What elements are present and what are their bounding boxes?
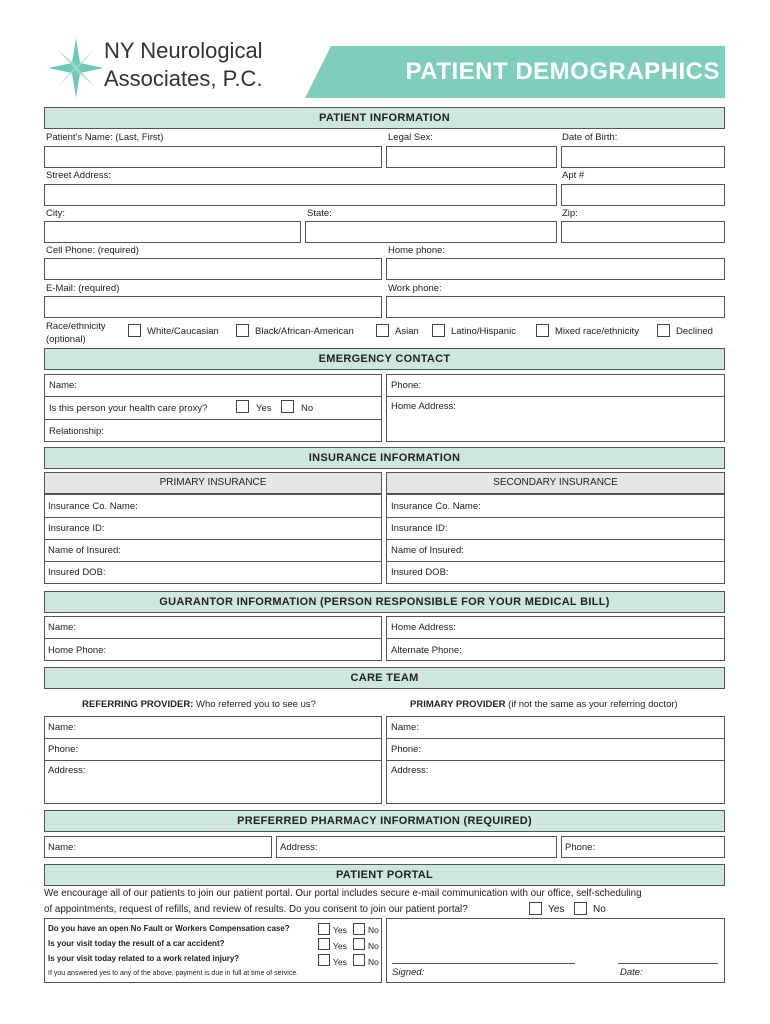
primary-provider-text: (if not the same as your referring doctor)	[505, 699, 678, 710]
primary-insured-name-label: Name of Insured:	[48, 545, 121, 556]
race-label: Race/ethnicity	[46, 321, 106, 332]
signature-box	[386, 918, 725, 983]
question-work-injury: Is your visit today related to a work related injury?	[48, 954, 240, 963]
referring-provider-heading	[82, 699, 316, 710]
pharmacy-header: PREFERRED PHARMACY INFORMATION (REQUIRED)	[44, 810, 725, 832]
secondary-id-label: Insurance ID:	[391, 523, 448, 534]
city-label: City:	[46, 208, 65, 219]
q2-no-label: No	[368, 941, 379, 951]
primary-address-label: Address:	[391, 765, 429, 776]
page-title: PATIENT DEMOGRAPHICS	[405, 58, 720, 85]
home-phone-field[interactable]	[386, 258, 725, 280]
race-optional-label: (optional)	[46, 334, 86, 345]
patient-name-label: Patient's Name: (Last, First)	[46, 132, 164, 143]
q2-yes-label: Yes	[333, 941, 347, 951]
race-black-checkbox[interactable]	[236, 324, 249, 337]
work-phone-field[interactable]	[386, 296, 725, 318]
referring-address-label: Address:	[48, 765, 86, 776]
question-car-accident: Is your visit today the result of a car accident?	[48, 939, 225, 948]
q1-yes-checkbox[interactable]	[318, 923, 330, 935]
date-line[interactable]	[618, 963, 718, 964]
street-label: Street Address:	[46, 170, 111, 181]
race-asian-checkbox[interactable]	[376, 324, 389, 337]
primary-id-label: Insurance ID:	[48, 523, 105, 534]
cell-phone-label: Cell Phone: (required)	[46, 245, 139, 256]
portal-no-checkbox[interactable]	[574, 902, 587, 915]
q1-no-checkbox[interactable]	[353, 923, 365, 935]
patient-name-field[interactable]	[44, 146, 382, 168]
referring-name-label: Name:	[48, 722, 76, 733]
emergency-header: EMERGENCY CONTACT	[44, 348, 725, 370]
race-latino-checkbox[interactable]	[432, 324, 445, 337]
race-black-label: Black/African-American	[255, 326, 354, 337]
legal-sex-field[interactable]	[386, 146, 557, 168]
race-mixed-label: Mixed race/ethnicity	[555, 326, 639, 337]
secondary-insured-dob-label: Insured DOB:	[391, 567, 449, 578]
logo-text-line1: NY Neurological	[104, 38, 263, 63]
emergency-phone-label: Phone:	[391, 380, 422, 391]
relationship-label: Relationship:	[49, 426, 104, 437]
portal-text-line2: of appointments, request of refills, and review of results. Do you consent to join our patient portal?	[44, 904, 468, 915]
portal-header: PATIENT PORTAL	[44, 864, 725, 886]
logo-text-line2: Associates, P.C.	[104, 66, 263, 91]
q3-yes-checkbox[interactable]	[318, 954, 330, 966]
insurance-header: INSURANCE INFORMATION	[44, 447, 725, 469]
portal-yes-checkbox[interactable]	[529, 902, 542, 915]
secondary-insurance-header: SECONDARY INSURANCE	[386, 472, 725, 494]
race-asian-label: Asian	[395, 326, 419, 337]
proxy-yes-checkbox[interactable]	[236, 400, 249, 413]
portal-yes-label: Yes	[548, 904, 565, 915]
legal-sex-label: Legal Sex:	[388, 132, 433, 143]
emergency-home-address-label: Home Address:	[391, 401, 456, 412]
pharmacy-address-label: Address:	[280, 842, 318, 853]
emergency-name-label: Name:	[49, 380, 77, 391]
pharmacy-phone-label: Phone:	[565, 842, 596, 853]
primary-provider-bold: PRIMARY PROVIDER	[410, 699, 506, 710]
proxy-yes-label: Yes	[256, 403, 272, 414]
state-field[interactable]	[305, 221, 557, 243]
email-label: E-Mail: (required)	[46, 283, 120, 294]
question-no-fault: Do you have an open No Fault or Workers Compensation case?	[48, 924, 290, 933]
pharmacy-name-field[interactable]	[44, 836, 272, 858]
payment-note: If you answered yes to any of the above, payment is due in full at time of service.	[48, 970, 299, 977]
dob-label: Date of Birth:	[562, 132, 618, 143]
primary-name-label: Name:	[391, 722, 419, 733]
q2-no-checkbox[interactable]	[353, 938, 365, 950]
referring-phone-label: Phone:	[48, 744, 79, 755]
q3-no-label: No	[368, 957, 379, 967]
q1-yes-label: Yes	[333, 925, 347, 935]
state-label: State:	[307, 208, 332, 219]
portal-no-label: No	[593, 904, 606, 915]
email-field[interactable]	[44, 296, 382, 318]
race-declined-checkbox[interactable]	[657, 324, 670, 337]
zip-label: Zip:	[562, 208, 578, 219]
guarantor-home-phone-label: Home Phone:	[48, 645, 107, 656]
dob-field[interactable]	[561, 146, 725, 168]
star-logo-icon	[44, 36, 108, 100]
secondary-insured-name-label: Name of Insured:	[391, 545, 464, 556]
secondary-co-name-label: Insurance Co. Name:	[391, 501, 481, 512]
primary-phone-label: Phone:	[391, 744, 422, 755]
guarantor-alt-phone-label: Alternate Phone:	[391, 645, 462, 656]
patient-info-header: PATIENT INFORMATION	[44, 107, 725, 129]
proxy-no-checkbox[interactable]	[281, 400, 294, 413]
street-field[interactable]	[44, 184, 557, 206]
city-field[interactable]	[44, 221, 301, 243]
q3-no-checkbox[interactable]	[353, 954, 365, 966]
race-white-checkbox[interactable]	[128, 324, 141, 337]
guarantor-name-label: Name:	[48, 622, 76, 633]
pharmacy-name-label: Name:	[48, 842, 76, 853]
race-latino-label: Latino/Hispanic	[451, 326, 516, 337]
zip-field[interactable]	[561, 221, 725, 243]
logo	[44, 36, 304, 100]
apt-field[interactable]	[561, 184, 725, 206]
cell-phone-field[interactable]	[44, 258, 382, 280]
portal-text-line1: We encourage all of our patients to join our patient portal. Our portal includes secure e-mail communication with our office, self-scheduling	[44, 888, 642, 899]
signature-line[interactable]	[392, 963, 575, 964]
race-white-label: White/Caucasian	[147, 326, 219, 337]
pharmacy-address-field[interactable]	[276, 836, 557, 858]
q3-yes-label: Yes	[333, 957, 347, 967]
referring-provider-text: Who referred you to see us?	[193, 699, 316, 710]
race-declined-label: Declined	[676, 326, 713, 337]
q1-no-label: No	[368, 925, 379, 935]
guarantor-home-address-label: Home Address:	[391, 622, 456, 633]
proxy-question: Is this person your health care proxy?	[49, 403, 208, 414]
primary-insurance-header: PRIMARY INSURANCE	[44, 472, 382, 494]
race-mixed-checkbox[interactable]	[536, 324, 549, 337]
primary-provider-heading	[410, 699, 678, 710]
q2-yes-checkbox[interactable]	[318, 938, 330, 950]
referring-provider-bold: REFERRING PROVIDER:	[82, 699, 194, 710]
proxy-no-label: No	[301, 403, 314, 414]
primary-co-name-label: Insurance Co. Name:	[48, 501, 138, 512]
home-phone-label: Home phone:	[388, 245, 446, 256]
signed-label: Signed:	[392, 967, 425, 978]
apt-label: Apt #	[562, 170, 585, 181]
work-phone-label: Work phone:	[388, 283, 442, 294]
primary-insured-dob-label: Insured DOB:	[48, 567, 106, 578]
guarantor-header: GUARANTOR INFORMATION (PERSON RESPONSIBLE FOR YOUR MEDICAL BILL)	[44, 591, 725, 613]
date-label: Date:	[620, 967, 643, 978]
care-team-header: CARE TEAM	[44, 667, 725, 689]
